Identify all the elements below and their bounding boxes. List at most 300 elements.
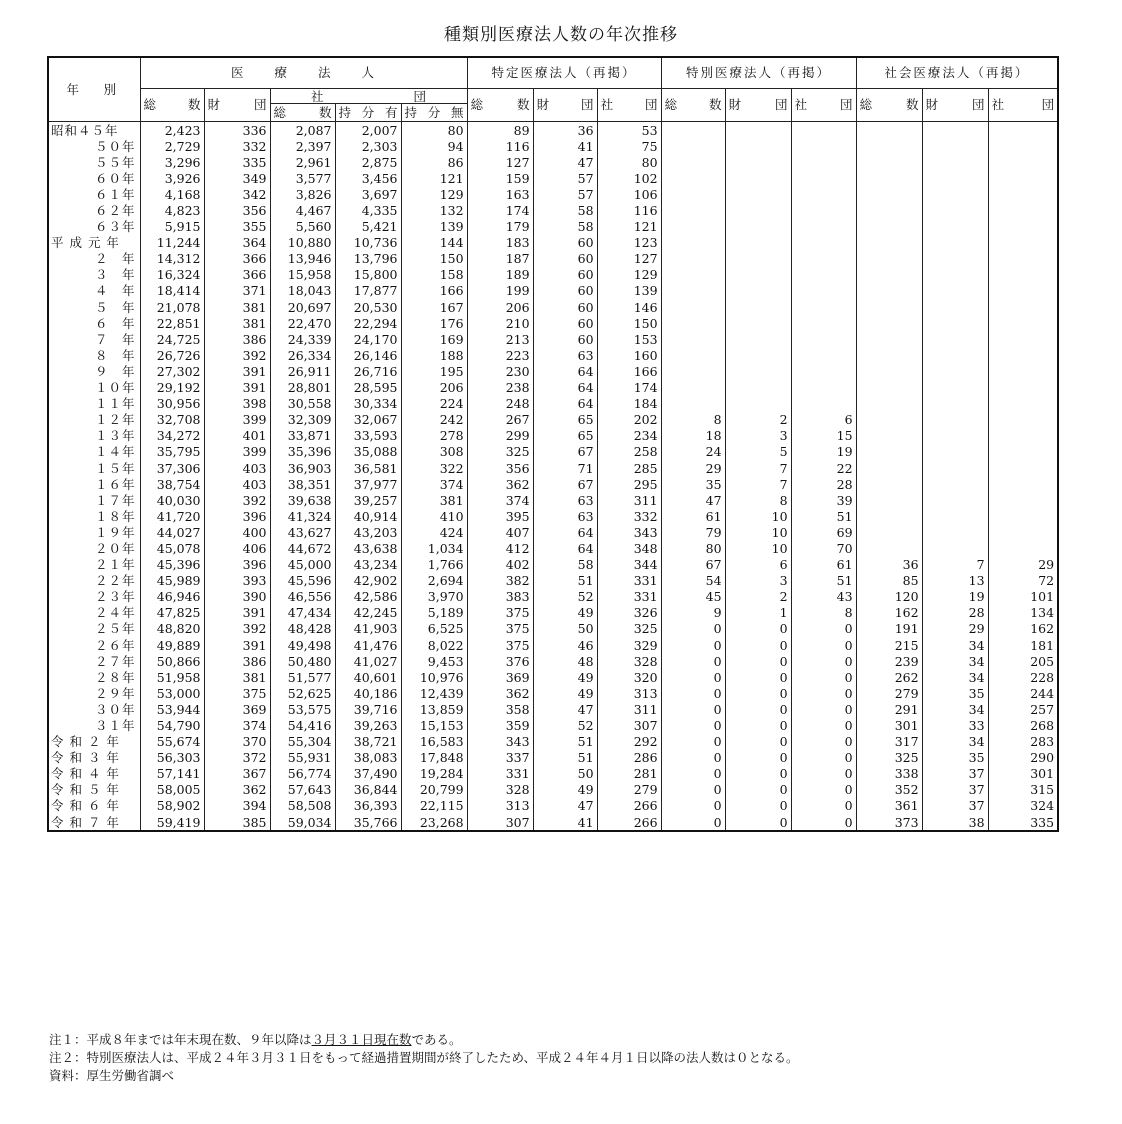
so-cell: 215	[856, 637, 922, 653]
se-cell: 0	[791, 637, 856, 653]
mc-cell: 2,423	[140, 122, 204, 139]
sp-cell: 49	[533, 605, 597, 621]
mc-cell: 370	[204, 734, 270, 750]
so-cell	[856, 154, 922, 170]
year-cell: 昭和４５年	[48, 122, 140, 139]
header-se-total: 総 数	[661, 89, 725, 122]
se-cell: 0	[725, 653, 791, 669]
se-cell: 8	[791, 605, 856, 621]
so-cell: 257	[988, 701, 1058, 717]
mc-cell: 33,593	[335, 428, 401, 444]
mc-cell: 53,944	[140, 701, 204, 717]
se-cell	[791, 315, 856, 331]
mc-cell: 59,419	[140, 814, 204, 831]
mc-cell: 403	[204, 460, 270, 476]
mc-cell: 2,961	[270, 154, 335, 170]
se-cell: 0	[725, 782, 791, 798]
sp-cell: 407	[467, 524, 533, 540]
so-cell	[922, 347, 988, 363]
mc-cell: 386	[204, 331, 270, 347]
mc-cell: 44,672	[270, 540, 335, 556]
sp-cell: 266	[597, 814, 661, 831]
mc-cell: 364	[204, 235, 270, 251]
sp-cell: 63	[533, 492, 597, 508]
sp-cell: 75	[597, 138, 661, 154]
mc-cell: 43,627	[270, 524, 335, 540]
so-cell: 72	[988, 573, 1058, 589]
year-cell: ４ 年	[48, 283, 140, 299]
mc-cell: 50,480	[270, 653, 335, 669]
se-cell: 0	[791, 782, 856, 798]
mc-cell: 41,027	[335, 653, 401, 669]
sp-cell: 223	[467, 347, 533, 363]
mc-cell: 166	[401, 283, 467, 299]
so-cell	[856, 283, 922, 299]
so-cell: 101	[988, 589, 1058, 605]
se-cell	[661, 154, 725, 170]
so-cell	[922, 476, 988, 492]
table-row	[48, 170, 1058, 186]
mc-cell: 39,263	[335, 717, 401, 733]
sp-cell: 348	[597, 540, 661, 556]
so-cell	[922, 154, 988, 170]
so-cell	[856, 363, 922, 379]
so-cell: 352	[856, 782, 922, 798]
mc-cell: 1,034	[401, 540, 467, 556]
table-row	[48, 380, 1058, 396]
mc-cell: 24,170	[335, 331, 401, 347]
so-cell	[922, 170, 988, 186]
sp-cell: 210	[467, 315, 533, 331]
sp-cell: 202	[597, 412, 661, 428]
sp-cell: 325	[467, 444, 533, 460]
mc-cell: 27,302	[140, 363, 204, 379]
year-cell: ９ 年	[48, 363, 140, 379]
header-sp-zaidan: 財 団	[533, 89, 597, 122]
sp-cell: 80	[597, 154, 661, 170]
mc-cell: 242	[401, 412, 467, 428]
sp-cell: 376	[467, 653, 533, 669]
mc-cell: 392	[204, 492, 270, 508]
table-row	[48, 653, 1058, 669]
sp-cell: 53	[597, 122, 661, 139]
sp-cell: 47	[533, 701, 597, 717]
se-cell	[725, 138, 791, 154]
so-cell	[856, 492, 922, 508]
mc-cell: 54,416	[270, 717, 335, 733]
mc-cell: 20,799	[401, 782, 467, 798]
mc-cell: 42,586	[335, 589, 401, 605]
se-cell: 0	[661, 814, 725, 831]
so-cell: 37	[922, 798, 988, 814]
sp-cell: 402	[467, 557, 533, 573]
sp-cell: 266	[597, 798, 661, 814]
table-row	[48, 396, 1058, 412]
sp-cell: 64	[533, 380, 597, 396]
table-row	[48, 589, 1058, 605]
se-cell: 0	[791, 685, 856, 701]
mc-cell: 372	[204, 750, 270, 766]
mc-cell: 53,575	[270, 701, 335, 717]
year-cell: 令 和 ３ 年	[48, 750, 140, 766]
se-cell	[661, 299, 725, 315]
header-mc-shadan	[270, 89, 467, 104]
so-cell	[988, 331, 1058, 347]
mc-cell: 391	[204, 637, 270, 653]
se-cell: 0	[725, 685, 791, 701]
se-cell	[661, 251, 725, 267]
table-row	[48, 814, 1058, 831]
mc-cell: 400	[204, 524, 270, 540]
year-cell: ５５年	[48, 154, 140, 170]
se-cell: 0	[791, 734, 856, 750]
se-cell: 0	[791, 669, 856, 685]
mc-cell: 29,192	[140, 380, 204, 396]
mc-cell: 15,153	[401, 717, 467, 733]
header-year: 年 別	[48, 57, 140, 122]
sp-cell: 65	[533, 412, 597, 428]
mc-cell: 308	[401, 444, 467, 460]
sp-cell: 395	[467, 508, 533, 524]
mc-cell: 9,453	[401, 653, 467, 669]
mc-cell: 26,911	[270, 363, 335, 379]
table-row	[48, 637, 1058, 653]
mc-cell: 3,296	[140, 154, 204, 170]
header-se-shadan: 社 団	[791, 89, 856, 122]
sp-cell: 47	[533, 154, 597, 170]
header-sha: 社	[311, 88, 324, 104]
sp-cell: 150	[597, 315, 661, 331]
mc-cell: 4,823	[140, 202, 204, 218]
so-cell	[922, 283, 988, 299]
sp-cell: 374	[467, 492, 533, 508]
header-mochibun-ari: 持 分 有	[335, 104, 401, 122]
mc-cell: 3,456	[335, 170, 401, 186]
mc-cell: 28,595	[335, 380, 401, 396]
mc-cell: 58,902	[140, 798, 204, 814]
so-cell	[988, 251, 1058, 267]
mc-cell: 121	[401, 170, 467, 186]
sp-cell: 46	[533, 637, 597, 653]
se-cell: 10	[725, 508, 791, 524]
mc-cell: 375	[204, 685, 270, 701]
header-mc-total: 総 数	[140, 89, 204, 122]
table-row	[48, 347, 1058, 363]
table-row	[48, 202, 1058, 218]
year-cell: ５０年	[48, 138, 140, 154]
so-cell	[988, 428, 1058, 444]
table-row	[48, 122, 1058, 139]
sp-cell: 258	[597, 444, 661, 460]
so-cell	[856, 540, 922, 556]
se-cell	[791, 267, 856, 283]
so-cell	[988, 396, 1058, 412]
so-cell	[856, 235, 922, 251]
so-cell: 38	[922, 814, 988, 831]
so-cell	[922, 428, 988, 444]
mc-cell: 392	[204, 347, 270, 363]
so-cell: 7	[922, 557, 988, 573]
sp-cell: 129	[597, 267, 661, 283]
so-cell: 34	[922, 734, 988, 750]
se-cell	[661, 186, 725, 202]
se-cell	[791, 235, 856, 251]
mc-cell: 56,774	[270, 766, 335, 782]
year-cell: １６年	[48, 476, 140, 492]
mc-cell: 381	[401, 492, 467, 508]
so-cell	[988, 267, 1058, 283]
sp-cell: 311	[597, 492, 661, 508]
note-2: 注２：特別医療法人は、平成２４年３月３１日をもって経過措置期間が終了したため、平成２４年４月１日以降の法人数は０となる。	[49, 1050, 799, 1065]
so-cell: 301	[988, 766, 1058, 782]
so-cell: 244	[988, 685, 1058, 701]
se-cell: 2	[725, 589, 791, 605]
mc-cell: 22,294	[335, 315, 401, 331]
source-note: 資料：厚生労働省調べ	[49, 1068, 175, 1083]
se-cell: 8	[661, 412, 725, 428]
mc-cell: 4,467	[270, 202, 335, 218]
sp-cell: 174	[597, 380, 661, 396]
mc-cell: 394	[204, 798, 270, 814]
se-cell	[661, 170, 725, 186]
note-1-text: 注１：平成８年までは年末現在数、９年以降は	[49, 1032, 312, 1047]
so-cell: 268	[988, 717, 1058, 733]
so-cell	[988, 347, 1058, 363]
sp-cell: 230	[467, 363, 533, 379]
se-cell	[791, 380, 856, 396]
mc-cell: 26,726	[140, 347, 204, 363]
mc-cell: 59,034	[270, 814, 335, 831]
mc-cell: 36,903	[270, 460, 335, 476]
table-row	[48, 734, 1058, 750]
se-cell: 3	[725, 428, 791, 444]
so-cell: 191	[856, 621, 922, 637]
so-cell: 120	[856, 589, 922, 605]
sp-cell: 41	[533, 814, 597, 831]
so-cell: 34	[922, 669, 988, 685]
se-cell	[725, 267, 791, 283]
header-dan: 団	[413, 88, 427, 104]
table-row	[48, 669, 1058, 685]
mc-cell: 396	[204, 557, 270, 573]
mc-cell: 10,976	[401, 669, 467, 685]
year-cell: １４年	[48, 444, 140, 460]
se-cell: 0	[661, 717, 725, 733]
so-cell	[856, 251, 922, 267]
sp-cell: 286	[597, 750, 661, 766]
note-1-underlined: ３月３１日現在数	[311, 1032, 412, 1047]
mc-cell: 37,490	[335, 766, 401, 782]
table-row	[48, 685, 1058, 701]
table-row	[48, 621, 1058, 637]
sp-cell: 331	[597, 573, 661, 589]
mc-cell: 94	[401, 138, 467, 154]
se-cell	[725, 235, 791, 251]
sp-cell: 326	[597, 605, 661, 621]
mc-cell: 11,244	[140, 235, 204, 251]
se-cell	[725, 283, 791, 299]
table-row	[48, 138, 1058, 154]
year-cell: ６２年	[48, 202, 140, 218]
so-cell	[922, 315, 988, 331]
table-row	[48, 476, 1058, 492]
se-cell	[791, 396, 856, 412]
mc-cell: 356	[204, 202, 270, 218]
mc-cell: 18,414	[140, 283, 204, 299]
sp-cell: 187	[467, 251, 533, 267]
year-cell: ６０年	[48, 170, 140, 186]
year-cell: ２２年	[48, 573, 140, 589]
mc-cell: 14,312	[140, 251, 204, 267]
sp-cell: 281	[597, 766, 661, 782]
se-cell: 0	[725, 766, 791, 782]
sp-cell: 116	[467, 138, 533, 154]
se-cell: 24	[661, 444, 725, 460]
sp-cell: 60	[533, 283, 597, 299]
table-row	[48, 508, 1058, 524]
sp-cell: 383	[467, 589, 533, 605]
year-cell: 令 和 ５ 年	[48, 782, 140, 798]
se-cell	[791, 202, 856, 218]
se-cell: 0	[661, 653, 725, 669]
mc-cell: 3,970	[401, 589, 467, 605]
so-cell	[856, 460, 922, 476]
mc-cell: 26,716	[335, 363, 401, 379]
year-cell: 令 和 ６ 年	[48, 798, 140, 814]
se-cell: 0	[725, 637, 791, 653]
mc-cell: 51,577	[270, 669, 335, 685]
mc-cell: 42,902	[335, 573, 401, 589]
so-cell: 29	[922, 621, 988, 637]
sp-cell: 307	[467, 814, 533, 831]
year-cell: ２１年	[48, 557, 140, 573]
se-cell: 0	[791, 814, 856, 831]
so-cell	[922, 219, 988, 235]
sp-cell: 60	[533, 267, 597, 283]
mc-cell: 50,866	[140, 653, 204, 669]
so-cell: 228	[988, 669, 1058, 685]
so-cell	[922, 540, 988, 556]
sp-cell: 189	[467, 267, 533, 283]
header-social: 社会医療法人（再掲）	[856, 57, 1058, 89]
mc-cell: 195	[401, 363, 467, 379]
se-cell: 0	[661, 701, 725, 717]
mc-cell: 57,141	[140, 766, 204, 782]
so-cell	[856, 476, 922, 492]
sp-cell: 47	[533, 798, 597, 814]
table-row	[48, 701, 1058, 717]
mc-cell: 188	[401, 347, 467, 363]
year-cell: 平 成 元 年	[48, 235, 140, 251]
so-cell	[922, 524, 988, 540]
header-special: 特別医療法人（再掲）	[661, 57, 856, 89]
mc-cell: 49,889	[140, 637, 204, 653]
so-cell	[856, 315, 922, 331]
se-cell	[661, 347, 725, 363]
sp-cell: 183	[467, 235, 533, 251]
so-cell: 36	[856, 557, 922, 573]
so-cell: 162	[856, 605, 922, 621]
so-cell: 29	[988, 557, 1058, 573]
table-row	[48, 524, 1058, 540]
se-cell: 0	[791, 717, 856, 733]
so-cell	[988, 219, 1058, 235]
so-cell	[922, 492, 988, 508]
mc-cell: 41,476	[335, 637, 401, 653]
so-cell	[856, 396, 922, 412]
mc-cell: 17,877	[335, 283, 401, 299]
so-cell	[856, 299, 922, 315]
se-cell: 0	[725, 798, 791, 814]
mc-cell: 38,721	[335, 734, 401, 750]
so-cell: 317	[856, 734, 922, 750]
se-cell	[791, 138, 856, 154]
year-cell: ２ 年	[48, 251, 140, 267]
sp-cell: 206	[467, 299, 533, 315]
header-sp-shadan: 社 団	[597, 89, 661, 122]
mc-cell: 5,560	[270, 219, 335, 235]
year-cell: １８年	[48, 508, 140, 524]
header-medical-corp: 医 療 法 人	[140, 57, 467, 89]
sp-cell: 60	[533, 299, 597, 315]
se-cell: 10	[725, 540, 791, 556]
mc-cell: 36,581	[335, 460, 401, 476]
table-row	[48, 492, 1058, 508]
se-cell	[661, 380, 725, 396]
mc-cell: 349	[204, 170, 270, 186]
mc-cell: 45,596	[270, 573, 335, 589]
sp-cell: 67	[533, 444, 597, 460]
so-cell: 373	[856, 814, 922, 831]
mc-cell: 278	[401, 428, 467, 444]
se-cell: 29	[661, 460, 725, 476]
se-cell	[791, 122, 856, 139]
so-cell: 162	[988, 621, 1058, 637]
table-row	[48, 219, 1058, 235]
mc-cell: 45,000	[270, 557, 335, 573]
se-cell: 0	[725, 717, 791, 733]
mc-cell: 144	[401, 235, 467, 251]
se-cell: 79	[661, 524, 725, 540]
year-cell: ２３年	[48, 589, 140, 605]
se-cell: 0	[725, 621, 791, 637]
sp-cell: 89	[467, 122, 533, 139]
sp-cell: 153	[597, 331, 661, 347]
se-cell	[725, 363, 791, 379]
so-cell: 283	[988, 734, 1058, 750]
se-cell	[725, 219, 791, 235]
sp-cell: 329	[597, 637, 661, 653]
sp-cell: 146	[597, 299, 661, 315]
so-cell	[922, 122, 988, 139]
sp-cell: 49	[533, 685, 597, 701]
table-row	[48, 154, 1058, 170]
so-cell	[856, 122, 922, 139]
mc-cell: 40,914	[335, 508, 401, 524]
se-cell: 35	[661, 476, 725, 492]
sp-cell: 64	[533, 524, 597, 540]
mc-cell: 15,800	[335, 267, 401, 283]
mc-cell: 38,351	[270, 476, 335, 492]
so-cell: 324	[988, 798, 1058, 814]
mc-cell: 44,027	[140, 524, 204, 540]
mc-cell: 39,638	[270, 492, 335, 508]
so-cell	[988, 186, 1058, 202]
mc-cell: 8,022	[401, 637, 467, 653]
year-cell: １３年	[48, 428, 140, 444]
mc-cell: 30,956	[140, 396, 204, 412]
mc-cell: 374	[204, 717, 270, 733]
